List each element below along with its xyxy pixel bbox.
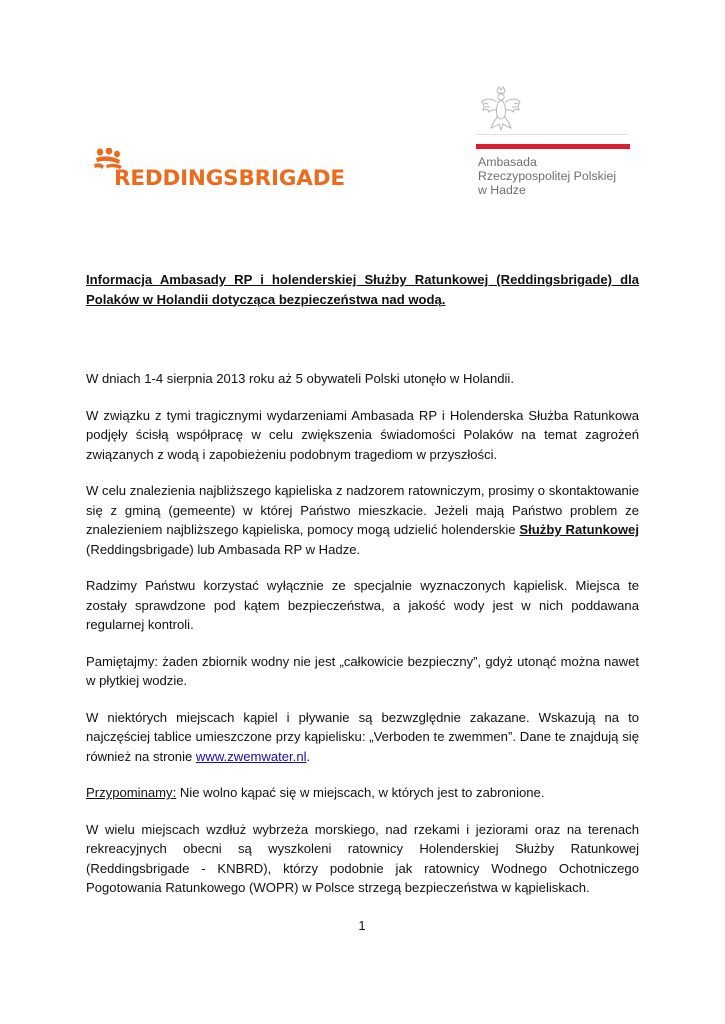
- embassy-name-line2: Rzeczypospolitej Polskiej: [478, 169, 617, 183]
- document-title: Informacja Ambasady RP i holenderskiej Służby Ratunkowej (Reddingsbrigade) dla Polaków w Holandii dotycząca bezpieczeństwa nad wodą.: [86, 272, 639, 307]
- embassy-name: [478, 155, 616, 197]
- page-number: 1: [358, 918, 366, 933]
- paragraph-6: W niektórych miejscach kąpiel i pływanie są bezwzględnie zakazane. Wskazują na to najczęściej tablice umieszczone przy kąpielisku: „Verboden te zwemmen”. Dane te znajdują się również na stronie www.zwemwater.nl.: [86, 709, 639, 764]
- embassy-logo: [476, 86, 630, 196]
- reddingsbrigade-logo: [92, 148, 345, 196]
- zwemwater-link[interactable]: www.zwemwater.nl: [195, 748, 307, 764]
- sluzby-ratunkowej-emphasis: Służby Ratunkowej: [519, 522, 639, 537]
- embassy-divider-line: [476, 134, 628, 135]
- embassy-red-bar: [476, 144, 630, 149]
- paragraph-2: W związku z tymi tragicznymi wydarzeniami Ambasada RP i Holenderska Służba Ratunkowa podjęły ścisłą współpracę w celu zwiększenia świadomości Polaków na temat zagrożeń związanych z wodą i zapobieżeniu podobnym tragediom w przyszłości.: [86, 407, 639, 462]
- polish-eagle-icon: [479, 86, 523, 132]
- paragraph-4: Radzimy Państwu korzystać wyłącznie ze specjalnie wyznaczonych kąpielisk. Miejsca te zostały sprawdzone pod kątem bezpieczeństwa, a jakość wody jest w nich poddawana regularnej kontroli.: [86, 578, 639, 632]
- paragraph-5: Pamiętajmy: żaden zbiornik wodny nie jest „całkowicie bezpieczny”, gdyż utonąć można nawet w płytkiej wodzie.: [86, 653, 639, 688]
- embassy-name-line3: w Hadze: [478, 183, 526, 197]
- paragraph-3: W celu znalezienia najbliższego kąpieliska z nadzorem ratowniczym, prosimy o skontaktowanie się z gminą (gemeente) w której Państwo mieszkacie. Jeżeli mają Państwo problem ze znalezieniem najbliższego kąpieliska, pomocy mogą udzielić holenderskie Służby Ratunkowej (Reddingsbrigade) lub Ambasada RP w Hadze.: [86, 483, 639, 557]
- embassy-name-line1: Ambasada: [478, 155, 537, 169]
- przypominamy-label: Przypominamy:: [86, 785, 177, 800]
- reddingsbrigade-wordmark: REDDINGSBRIGADE: [114, 166, 345, 191]
- document-body: [86, 270, 639, 915]
- paragraph-7: Przypominamy: Nie wolno kąpać się w miejscach, w których jest to zabronione.: [86, 785, 545, 800]
- paragraph-1: W dniach 1-4 sierpnia 2013 roku aż 5 obywateli Polski utonęło w Holandii.: [86, 371, 514, 386]
- paragraph-8: W wielu miejscach wzdłuż wybrzeża morskiego, nad rzekami i jeziorami oraz na terenach rekreacyjnych obecni są wyszkoleni ratownicy Holenderskiej Służby Ratunkowej (Reddingsbrigade - KNBRD), którzy podobnie jak ratownicy Wodnego Ochotniczego Pogotowania Ratunkowego (WOPR) w Polsce strzegą bezpieczeństwa w kąpieliskach.: [86, 821, 639, 895]
